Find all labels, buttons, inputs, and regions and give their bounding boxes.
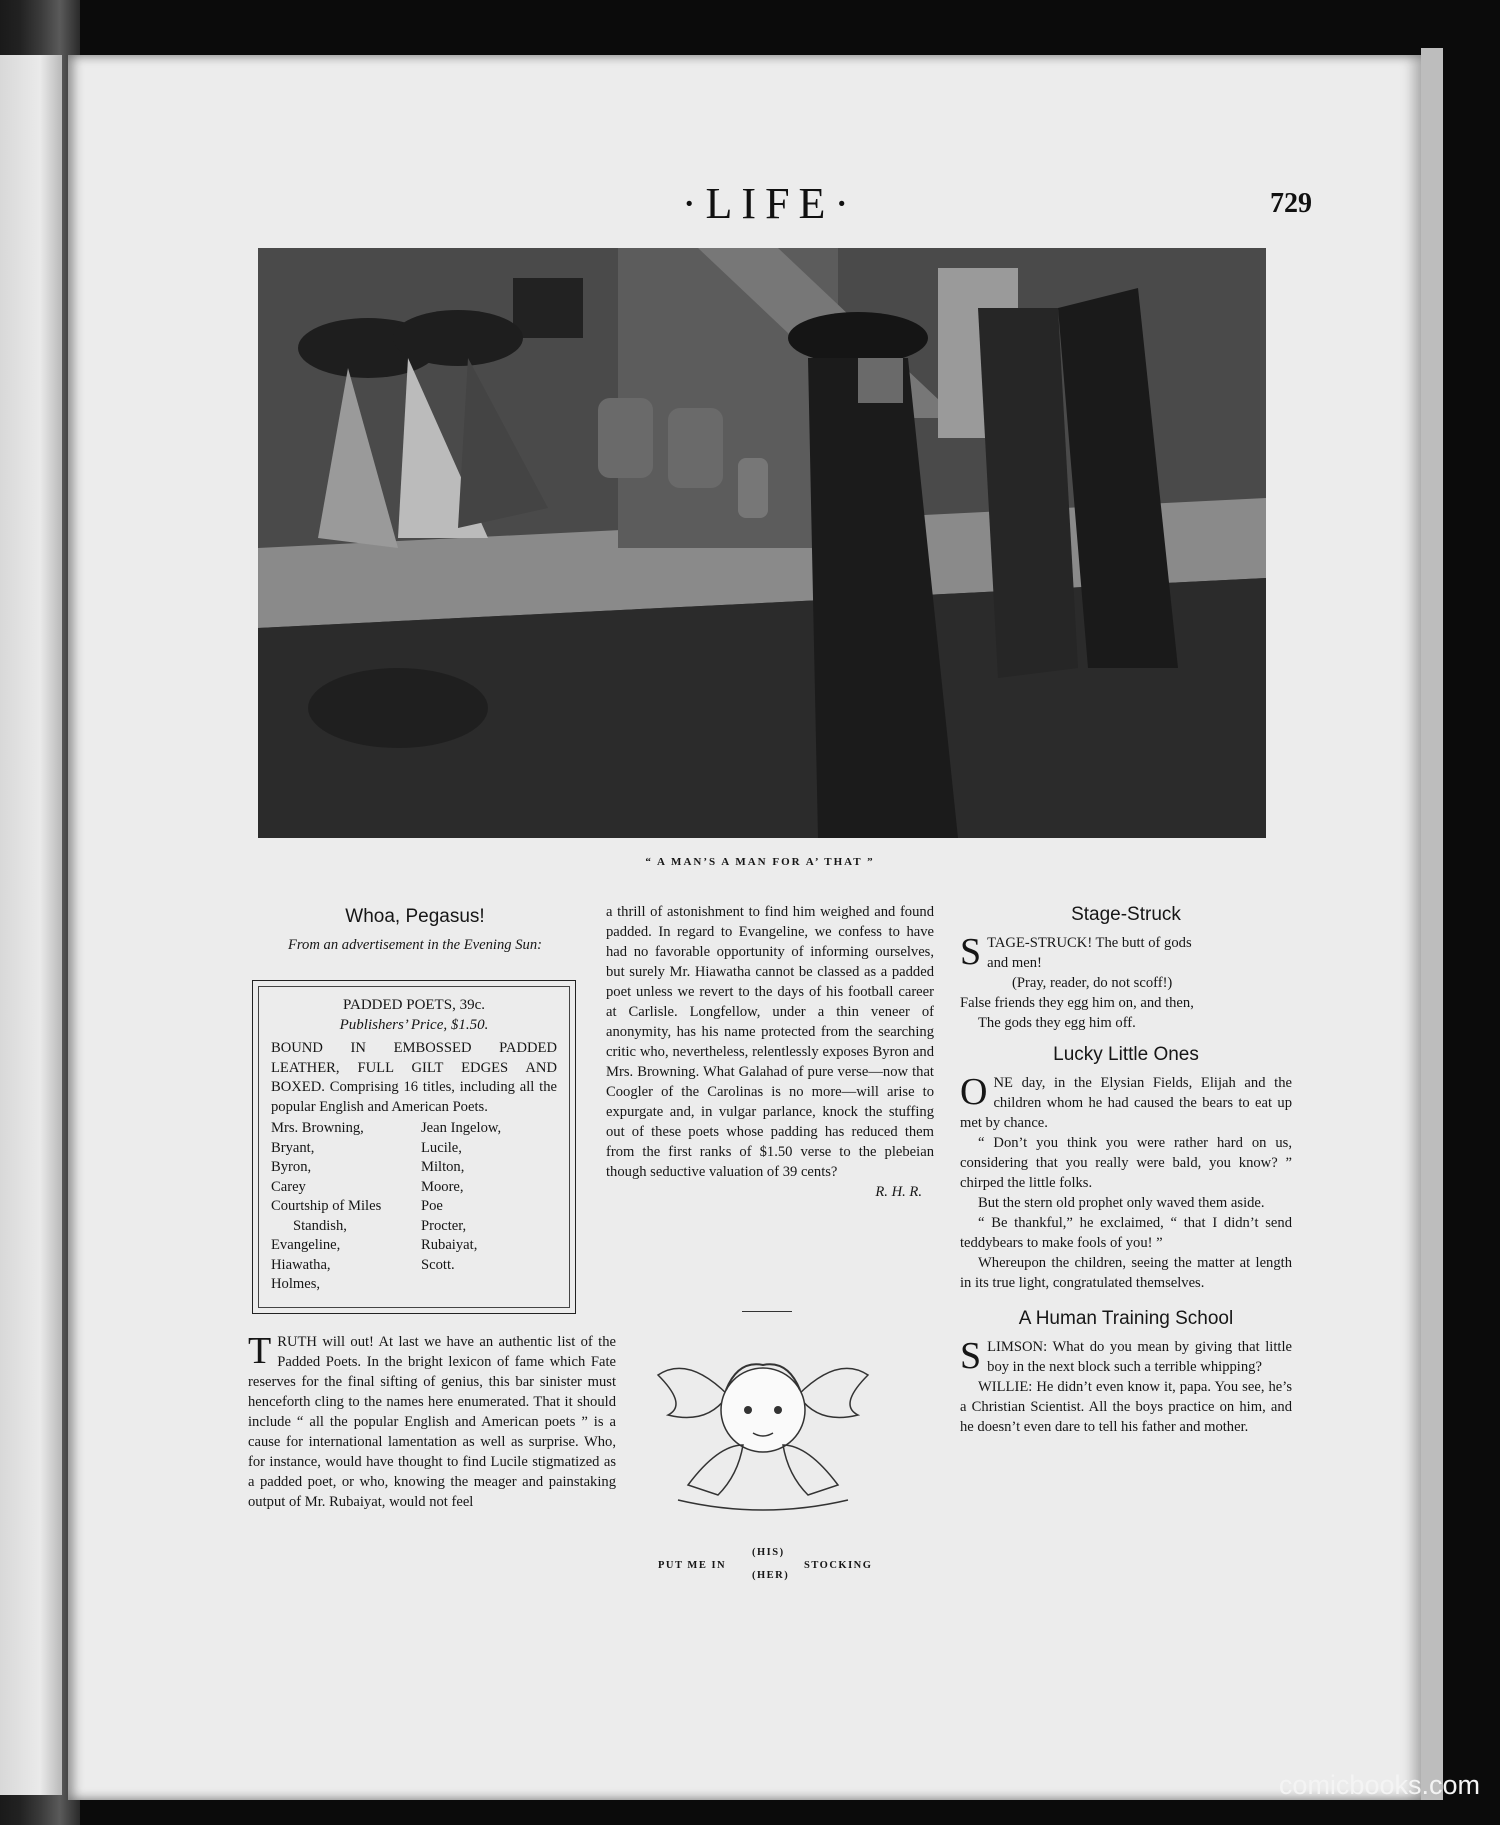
divider-rule (742, 1311, 792, 1312)
cherub-caption (652, 1545, 902, 1589)
poet-name: Procter, (421, 1217, 467, 1234)
caption-put-me-in: PUT ME IN (658, 1560, 727, 1571)
dropcap-o: O (960, 1071, 988, 1113)
article-heading-human-training-school: A Human Training School (1018, 1308, 1234, 1329)
poet-name: Bryant, (271, 1139, 315, 1156)
poet-name: Milton, (421, 1159, 465, 1175)
left-column-header (250, 905, 580, 955)
ad-title: PADDED POETS, 39c. (343, 997, 485, 1013)
paragraph: WILLIE: He didn’t even know it, papa. You see, he’s a Christian Scientist. All the boys practice on him, and he doesn’t even dare to tell his father and mother. (960, 1379, 1292, 1435)
paragraph: LIMSON: What do you mean by giving that little boy in the next block such a terrible whipping? (987, 1339, 1292, 1375)
caption-his: (HIS) (752, 1547, 785, 1558)
poet-name: Standish, (293, 1217, 347, 1234)
poem-stage-struck (960, 933, 1292, 1033)
poem-line: TAGE-STRUCK! The butt of gods (987, 935, 1192, 951)
poet-name: Holmes, (271, 1276, 321, 1292)
page-edge-right (1421, 48, 1443, 1800)
poet-name: Rubaiyat, (421, 1237, 478, 1253)
poet-name: Hiawatha, (271, 1256, 331, 1273)
poem-line: (Pray, reader, do not scoff!) (1012, 975, 1173, 991)
illustration-drawing (258, 248, 1266, 838)
street-scene-illustration (258, 248, 1266, 838)
ad-price: Publishers’ Price, $1.50. (339, 1017, 489, 1033)
poet-name: Moore, (421, 1178, 464, 1195)
right-column (960, 903, 1292, 1437)
poet-name: Mrs. Browning, (271, 1120, 364, 1136)
advertisement-box (252, 980, 576, 1314)
left-column-body (248, 1332, 616, 1512)
caption-her: (HER) (752, 1570, 790, 1581)
cherub-drawing (648, 1335, 878, 1530)
article-heading-lucky-little-ones: Lucky Little Ones (1053, 1044, 1199, 1065)
illustration-caption: “ A MAN’S A MAN FOR A’ THAT ” (645, 856, 875, 868)
paragraph: “ Don’t you think you were rather hard on us, considering that you really were bald, you know? ” chirped the little folks. (960, 1135, 1292, 1191)
dropcap-s2: S (960, 1335, 982, 1377)
article-heading-whoa-pegasus: Whoa, Pegasus! (345, 906, 485, 927)
poet-name: Jean Ingelow, (421, 1120, 502, 1136)
poem-line: The gods they egg him off. (978, 1015, 1136, 1031)
page-number: 729 (1270, 188, 1312, 219)
cherub-illustration (648, 1335, 878, 1530)
article-heading-stage-struck: Stage-Struck (1071, 904, 1181, 925)
poet-name: Evangeline, (271, 1237, 341, 1253)
poet-name: Poe (421, 1198, 443, 1214)
poet-name: Courtship of Miles (271, 1198, 382, 1214)
poet-name: Lucile, (421, 1139, 462, 1156)
poet-name: Carey (271, 1178, 306, 1195)
site-watermark: comicbooks.com (1278, 1770, 1480, 1800)
dropcap-s: S (960, 931, 982, 973)
story-lucky-little-ones (960, 1073, 1292, 1293)
middle-column-body (606, 902, 934, 1202)
paragraph: But the stern old prophet only waved them aside. (978, 1195, 1265, 1211)
ad-description: BOUND IN EMBOSSED PADDED LEATHER, FULL GILT EDGES AND BOXED. Comprising 16 titles, including all the popular English and American Poets. (271, 1040, 557, 1115)
poem-line: False friends they egg him on, and then, (960, 995, 1194, 1011)
story-human-training-school (960, 1337, 1292, 1437)
dropcap-t: T (248, 1330, 272, 1372)
caption-stocking: STOCKING (804, 1560, 873, 1571)
paragraph: NE day, in the Elysian Fields, Elijah and the children whom he had caused the bears to eat up met by chance. (960, 1075, 1292, 1131)
article-subheading: From an advertisement in the Evening Sun: (288, 937, 542, 953)
poet-name: Scott. (421, 1256, 455, 1273)
poet-name (421, 1275, 571, 1295)
article-body-continued: a thrill of astonishment to find him weighed and found padded. In regard to Evangeline, we confess to have had no favorable opportunity of informing ourselves, but surely Mr. Hiawatha cannot be classed as a padded poet unless we revert to the days of his football career at Carlisle. Longfellow, under a thin veneer of anonymity, has his name protected from the searching critic who, nevertheless, relentlessly exposes Byron and Mrs. Browning. What Galahad of pure verse—now that Coogler of the Carolinas is no more—will arise to expurgate and, in vulgar parlance, knock the stuffing out of these poets whose padding has reduced them from the first ranks of $1.50 verse to the plebeian though seductive valuation of 39 cents? (606, 904, 934, 1180)
poet-list (271, 1119, 557, 1295)
facing-page-edge (0, 55, 62, 1795)
poem-line: and men! (987, 955, 1042, 971)
article-body-text: RUTH will out! At last we have an authentic list of the Padded Poets. In the bright lexicon of fame which Fate reserves for the final sifting of genius, this bar sinister must henceforth cling to the names here enumerated. That it should include “ all the popular English and American poets ” is a cause for international lamentation as well as surprise. Who, for instance, would have thought to find Lucile stigmatized as a padded poet, or who, knowing the meager and painstaking output of Mr. Rubaiyat, would not feel (248, 1334, 616, 1510)
author-signature: R. H. R. (875, 1184, 922, 1200)
paragraph: Whereupon the children, seeing the matter at length in its true light, congratulated themselves. (960, 1255, 1292, 1291)
poet-name: Byron, (271, 1159, 312, 1175)
masthead-title: ·LIFE· (681, 179, 859, 228)
paragraph: “ Be thankful,” he exclaimed, “ that I didn’t send teddybears to make fools of you! ” (960, 1215, 1292, 1251)
